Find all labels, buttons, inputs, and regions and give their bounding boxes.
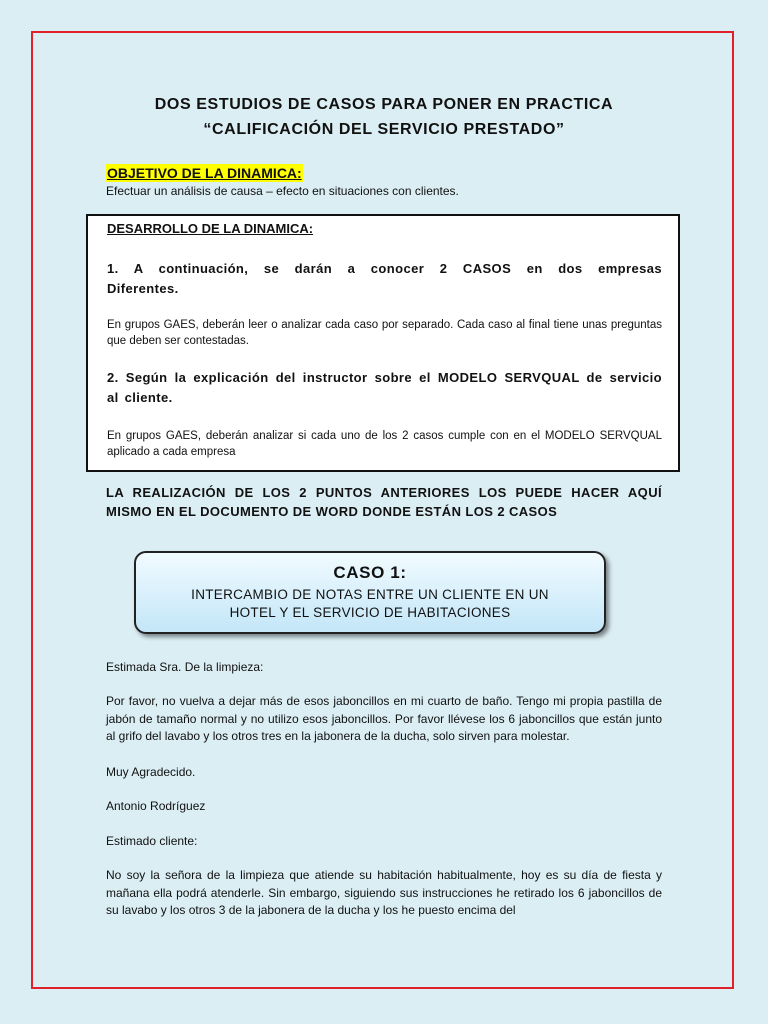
caso-1-subtitle: [136, 586, 604, 622]
objetivo-text: Efectuar un análisis de causa – efecto en situaciones con clientes.: [106, 184, 459, 198]
desarrollo-box: [86, 214, 680, 472]
reply-greeting: Estimado cliente:: [106, 834, 198, 848]
letter-closing: Muy Agradecido.: [106, 765, 196, 779]
reply-body: No soy la señora de la limpieza que atiende su habitación habitualmente, hoy es su día de fiesta y mañana ella podrá atenderle. Sin embargo, siguiendo sus instrucciones he retirado los 6 jaboncillos de su lavabo y los otros 3 de la jabonera de la ducha y los he puesto encima del: [106, 868, 662, 917]
title-line-2: “CALIFICACIÓN DEL SERVICIO PRESTADO”: [203, 121, 565, 138]
document-title: [60, 92, 708, 142]
realizacion-text: LA REALIZACIÓN DE LOS 2 PUNTOS ANTERIORES LOS PUEDE HACER AQUÍ MISMO EN EL DOCUMENTO DE WORD DONDE ESTÁN LOS 2 CASOS: [106, 485, 662, 519]
letter-signature: Antonio Rodríguez: [106, 799, 206, 813]
caso-1-subtitle-line-2: HOTEL Y EL SERVICIO DE HABITACIONES: [229, 605, 511, 620]
desarrollo-point-2: 2. Según la explicación del instructor sobre el MODELO SERVQUAL de servicio al cliente.: [107, 370, 662, 405]
desarrollo-heading: DESARROLLO DE LA DINAMICA:: [107, 221, 314, 236]
objetivo-heading: OBJETIVO DE LA DINAMICA:: [107, 165, 302, 181]
desarrollo-note-2: En grupos GAES, deberán analizar si cada uno de los 2 casos cumple con en el MODELO SERVQUAL aplicado a cada empresa: [107, 430, 662, 458]
letter-body: Por favor, no vuelva a dejar más de esos jaboncillos en mi cuarto de baño. Tengo mi propia pastilla de jabón de tamaño normal y no utilizo esos jaboncillos. Por favor llévese los 6 jaboncillos que están junto al grifo del lavabo y los otros tres en la jabonera de la ducha, solo sirven para molestar.: [106, 694, 662, 743]
letter-greeting: Estimada Sra. De la limpieza:: [106, 660, 264, 674]
desarrollo-point-1: 1. A continuación, se darán a conocer 2 CASOS en dos empresas Diferentes.: [107, 261, 662, 296]
caso-1-subtitle-line-1: INTERCAMBIO DE NOTAS ENTRE UN CLIENTE EN UN: [191, 587, 549, 602]
caso-1-banner: [134, 551, 606, 634]
desarrollo-note-1: En grupos GAES, deberán leer o analizar cada caso por separado. Cada caso al final tiene unas preguntas que deben ser contestadas.: [107, 319, 662, 347]
title-line-1: DOS ESTUDIOS DE CASOS PARA PONER EN PRACTICA: [154, 96, 614, 113]
caso-1-title: CASO 1:: [333, 563, 407, 582]
